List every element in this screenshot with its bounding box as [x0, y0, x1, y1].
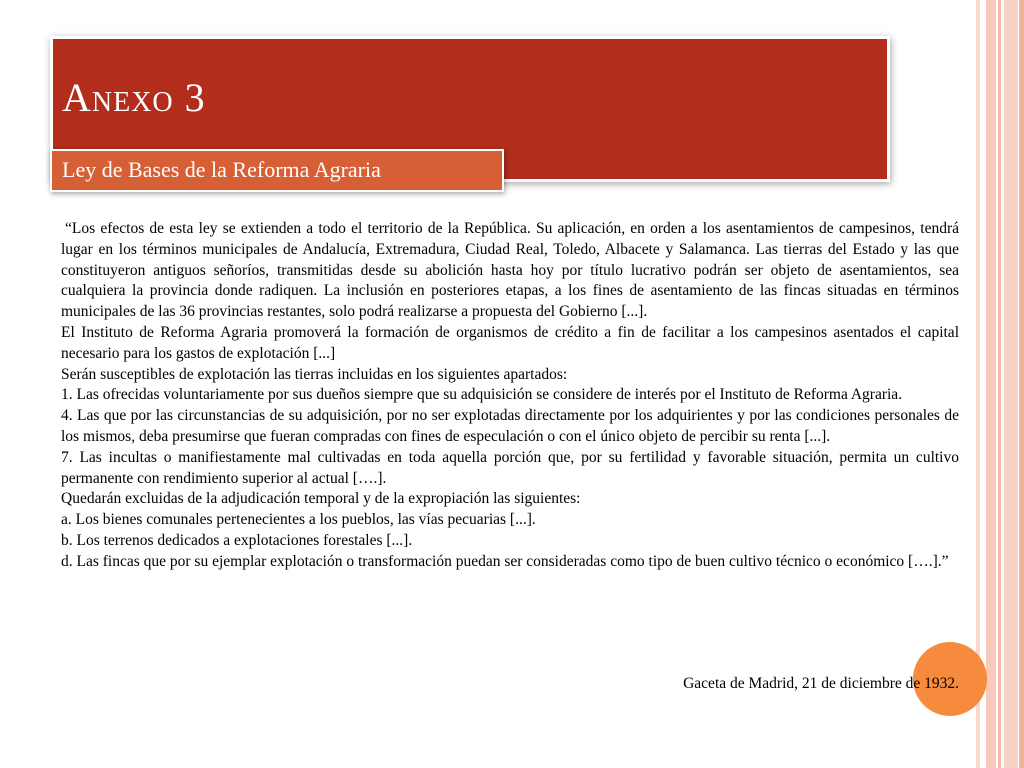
paragraph: 7. Las incultas o manifiestamente mal cultivadas en toda aquella porción que, por su fertilidad y favorable situación, permita un cultivo permanente con rendimiento superior al actual [….]. [61, 448, 959, 487]
slide-subtitle: Ley de Bases de la Reforma Agraria [62, 157, 381, 182]
paragraph: a. Los bienes comunales pertenecientes a los pueblos, las vías pecuarias [...]. [61, 511, 536, 529]
decorative-stripe [1019, 0, 1024, 768]
source-citation: Gaceta de Madrid, 21 de diciembre de 1932. [683, 675, 959, 692]
paragraph: 1. Las ofrecidas voluntariamente por sus dueños siempre que su adquisición se considere de interés por el Instituto de Reforma Agraria. [61, 386, 903, 404]
quote-body [61, 219, 959, 573]
decorative-stripe [986, 0, 996, 768]
paragraph: d. Las fincas que por su ejemplar explotación o transformación puedan ser consideradas como tipo de buen cultivo técnico o económico [….].” [61, 552, 949, 570]
paragraph: Serán susceptibles de explotación las tierras incluidas en los siguientes apartados: [61, 365, 568, 383]
paragraph: 4. Las que por las circunstancias de su adquisición, por no ser explotadas directamente por los adquirientes y por las condiciones personales de los mismos, deba presumirse que fueran compradas con fines de especulación o con el único objeto de percibir su renta [...]. [61, 407, 959, 445]
paragraph: El Instituto de Reforma Agraria promoverá la formación de organismos de crédito a fin de facilitar a los campesinos asentados el capital necesario para los gastos de explotación [...] [61, 323, 959, 362]
decorative-stripe [998, 0, 1001, 768]
subtitle-box [52, 151, 502, 190]
paragraph: b. Los terrenos dedicados a explotaciones forestales [...]. [61, 531, 413, 549]
paragraph: Quedarán excluidas de la adjudicación temporal y de la expropiación las siguientes: [61, 490, 581, 508]
decorative-stripe [1004, 0, 1018, 768]
paragraph: “Los efectos de esta ley se extienden a todo el territorio de la República. Su aplicación, en orden a los asentamientos de campesinos, tendrá lugar en los términos municipales de Andalucía, Extremadura, Ciudad Real, Toledo, Albacete y Salamanca. Las tierras del Estado y las que constituyeron antiguos señoríos, transmitidas desde su abolición hasta hoy por título lucrativo podrán ser objeto de asentamientos, sea cualquiera la provincia donde radiquen. La inclusión en posteriores etapas, a los fines de asentamiento de las fincas situadas en términos municipales de las 36 provincias restantes, solo podrá realizarse a propuesta del Gobierno [...]. [61, 220, 959, 321]
slide-title: Anexo 3 [62, 75, 206, 120]
